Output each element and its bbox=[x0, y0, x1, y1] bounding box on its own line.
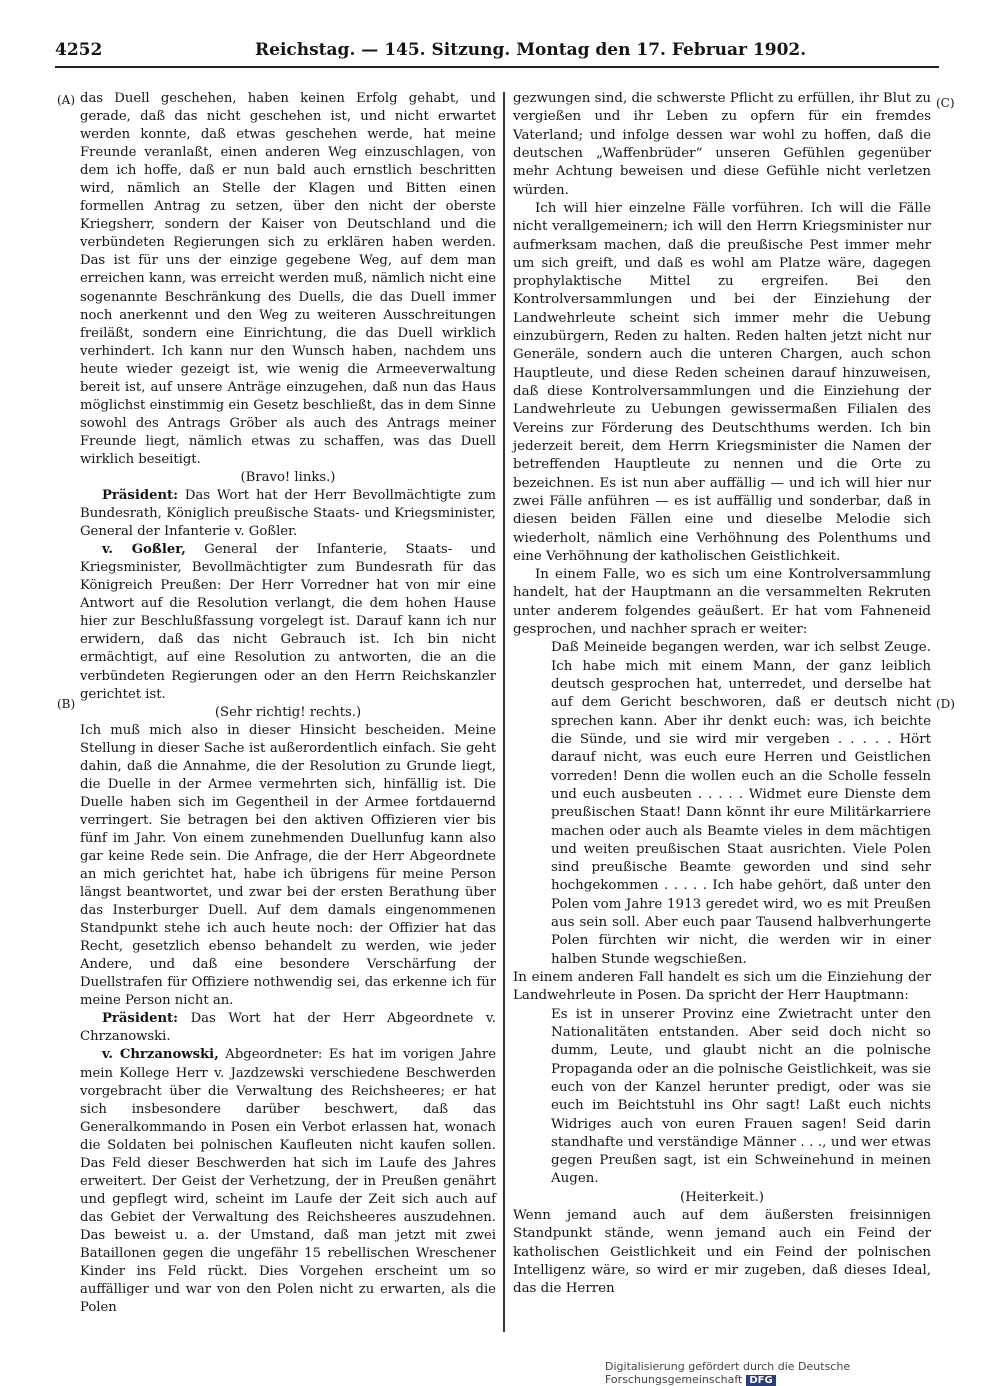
paragraph: In einem Falle, wo es sich um eine Kontrolversammlung handelt, hat der Hauptmann an die versammelten Rekruten unter anderem folgendes geäußert. Er hat vom Fahneneid gesprochen, und nachher sprach er weiter: bbox=[513, 567, 931, 638]
interjection: (Bravo! links.) bbox=[240, 469, 336, 485]
paragraph bbox=[80, 1046, 496, 1317]
speech-text: Das Wort hat der Herr Bevollmächtigte zum Bundesrath, Königlich preußische Staats- und Kriegsminister, General der Infanterie v. Goßler. bbox=[80, 488, 496, 540]
margin-mark-b: (B) bbox=[57, 697, 76, 711]
speaker-name: Präsident: bbox=[102, 488, 179, 504]
left-column bbox=[80, 90, 496, 1317]
margin-mark-c: (C) bbox=[936, 96, 955, 110]
speaker-name: v. Chrzanowski, bbox=[102, 1047, 219, 1063]
block-quote: Daß Meineide begangen werden, war ich selbst Zeuge. Ich habe mich mit einem Mann, der ganz leiblich deutsch gesprochen hat, unterredet, und derselbe hat auf dem Gericht beschworen, daß er deutsch nicht sprechen kann. Aber ihr denkt euch: was, ich beichte die Sünde, und sie wird mir vergeben . . . . . Hört darauf nicht, was euch eure Herren und Geistlichen vorreden! Denn die wollen euch an die Scholle fesseln und euch ausbeuten . . . . . Widmet eure Dienste dem preußischen Staat! Dann könnt ihr eure Militärkarriere machen oder auch als Beamte vieles in dem mächtigen und weiten preußischen Staat ausrichten. Viele Polen sind preußische Beamte geworden und sind sehr hochgekommen . . . . . Ich habe gehört, daß unter den Polen vom Jahre 1913 geredet wird, wo es mit Preußen aus sein soll. Aber euch paar Tausend halbverhungerte Polen fürchten wir nicht, die werden wir in einer halben Stunde wegschießen. bbox=[551, 640, 931, 967]
speech-text: General der Infanterie, Staats- und Kriegsminister, Bevollmächtigter zum Bundesrath für das Königreich Preußen: Der Herr Vorredner hat von mir eine Antwort auf die Resolution verlangt, die dem hohen Hause hier zur Beschlußfassung vorgelegt ist. Darauf kann ich nur erwidern, daß das nicht Gebrauch ist. Ich bin nicht ermächtigt, auf eine Resolution zu antworten, die an die verbündeten Regierungen oder an den Herrn Reichskanzler gerichtet ist. bbox=[80, 542, 496, 702]
page-header bbox=[55, 40, 935, 66]
credit-text: Digitalisierung gefördert durch die Deutsche Forschungsgemeinschaft bbox=[605, 1360, 851, 1386]
speech-text: Das Wort hat der Herr Abgeordnete v. Chrzanowski. bbox=[80, 1011, 496, 1045]
digitization-credit bbox=[605, 1360, 985, 1386]
paragraph: das Duell geschehen, haben keinen Erfolg gehabt, und gerade, daß das nicht geschehen ist, und nicht erwartet werden konnte, daß etwas geschehen werde, hat meine Freunde veranlaßt, einen anderen Weg einzuschlagen, von dem ich hoffe, daß er nun bald auch ernstlich beschritten wird, nämlich an Stelle der Klagen und Bitten einen formellen Antrag zu setzen, über den nicht der oberste Kriegsherr, sondern der Kaiser von Deutschland und die verbündeten Regierungen sich zu erklären haben werden. Das ist für uns der einzige gegebene Weg, auf dem man erreichen kann, was erreicht werden muß, nämlich nicht eine sogenannte Beschränkung des Duells, die das Duell immer noch anerkennt und den Weg zu weiteren Ausschreitungen freiläßt, sondern eine Einrichtung, die das Duell wirklich verhindert. Ich kann nur den Wunsch haben, nachdem uns heute wieder gezeigt ist, wie wenig die Armeeverwaltung bereit ist, auf unsere Anträge einzugehen, daß nun das Haus möglichst einstimmig ein Gesetz beschließt, das in dem Sinne sowohl des Antrags Gröber als auch des Antrags meiner Freunde liegt, nämlich etwas zu schaffen, was das Duell wirklich beseitigt. bbox=[80, 91, 496, 467]
right-column bbox=[513, 90, 931, 1299]
paragraph: Ich muß mich also in dieser Hinsicht bescheiden. Meine Stellung in dieser Sache ist außerordentlich einfach. Sie geht dahin, daß die Annahme, die der Resolution zu Grunde liegt, die Duelle in der Armee vermehrten sich, hinfällig ist. Die Duelle haben sich im Gegentheil in der Armee fortdauernd verringert. Sie betragen bei den aktiven Offizieren vier bis fünf im Jahr. Von einem zunehmenden Duellunfug kann also gar keine Rede sein. Die Anfrage, die der Herr Abgeordnete an mich gerichtet hat, habe ich übrigens für meine Person längst beantwortet, und zwar bei der ersten Berathung über das Insterburger Duell. Auf dem damals eingenommenen Standpunkt stehe ich auch heute noch: der Offizier hat das Recht, gesetzlich ebenso behandelt zu werden, wie jeder Andere, und daß eine besondere Verschärfung der Duellstrafen für Offiziere nothwendig sei, das erkenne ich für meine Person nicht an. bbox=[80, 722, 496, 1009]
speech-text: Abgeordneter: Es hat im vorigen Jahre mein Kollege Herr v. Jazdzewski verschiedene Beschwerden vorgebracht über die Verwaltung des Reichsheeres; er hat sich insbesondere darüber beschwert, daß das Generalkommando in Posen ein Verbot erlassen hat, wonach die Soldaten bei polnischen Kaufleuten nicht kaufen sollen. Das Feld dieser Beschwerden hat sich im Laufe des Jahres erweitert. Der Geist der Verhetzung, der in Preußen genährt und gepflegt wird, scheint im Laufe der Zeit sich auch auf das Gebiet der Verwaltung des Reichsheeres auszudehnen. Das beweist u. a. der Umstand, daß man jetzt mit zwei Bataillonen gegen die ungefähr 15 rebellischen Wreschener Kinder ins Feld rückt. Dies Vorgehen erscheint um so auffälliger und war von den Polen nicht zu erwarten, als die Polen bbox=[80, 1047, 497, 1316]
column-divider bbox=[503, 92, 505, 1332]
paragraph: Wenn jemand auch auf dem äußersten freisinnigen Standpunkt stände, wenn jemand auch ein Feind der katholischen Geistlichkeit und ein Feind der polnischen Intelligenz wäre, so wird er mir zugeben, daß dieses Ideal, das die Herren bbox=[513, 1208, 931, 1297]
paragraph bbox=[80, 487, 496, 541]
paragraph bbox=[80, 1010, 496, 1046]
page-number: 4252 bbox=[55, 40, 103, 60]
block-quote: Es ist in unserer Provinz eine Zwietracht unter den Nationalitäten entstanden. Aber seid doch nicht so dumm, Leute, und glaubt nicht an die polnische Propaganda oder an die polnische Geistlichkeit, was sie euch von der Kanzel herunter predigt, oder was sie euch im Beichtstuhl ins Ohr sagt! Laßt euch nichts Widriges auch von euren Frauen sagen! Seid darin standhafte und verständige Männer . . ., und wer etwas gegen Preußen sagt, ist ein Schweinehund in meinen Augen. bbox=[551, 1006, 931, 1187]
running-title: Reichstag. — 145. Sitzung. Montag den 17. Februar 1902. bbox=[255, 40, 807, 60]
margin-mark-d: (D) bbox=[936, 697, 955, 711]
header-rule bbox=[55, 66, 939, 68]
speaker-name: Präsident: bbox=[102, 1011, 179, 1027]
dfg-logo: DFG bbox=[746, 1375, 775, 1386]
paragraph: gezwungen sind, die schwerste Pflicht zu erfüllen, ihr Blut zu vergießen und ihr Leben zu opfern für ein fremdes Vaterland; und infolge dessen war wohl zu hoffen, daß die deutschen „Waffenbrüder“ unseren Gefühlen gegenüber mehr Achtung beweisen und diese Gefühle nicht verletzen würden. bbox=[513, 91, 931, 198]
paragraph bbox=[80, 541, 496, 703]
paragraph: In einem anderen Fall handelt es sich um die Einziehung der Landwehrleute in Posen. Da spricht der Herr Hauptmann: bbox=[513, 970, 931, 1004]
interjection: (Heiterkeit.) bbox=[680, 1189, 764, 1205]
paragraph: Ich will hier einzelne Fälle vorführen. Ich will die Fälle nicht verallgemeinern; ich will den Herrn Kriegsminister nur aufmerksam machen, daß die preußische Pest immer mehr um sich greift, und daß es wohl am Platze wäre, dagegen prophylaktische Mittel zu ergreifen. Bei den Kontrolversammlungen und bei der Einziehung der Landwehrleute scheint sich immer mehr die Uebung einzubürgern, Reden zu halten. Reden halten jetzt nicht nur Generäle, sondern auch die unteren Chargen, auch schon Hauptleute, und diese Reden scheinen darauf hinzuweisen, daß diese Kontrolversammlungen und die Einziehung der Landwehrleute zu Uebungen gewissermaßen Filialen des Vereins zur Förderung des Deutschthums werden. Ich bin jederzeit bereit, dem Herrn Kriegsminister die Namen der betreffenden Hauptleute zu nennen und die Orte zu bezeichnen. Es ist nun aber auffällig — und ich will hier nur zwei Fälle anführen — es ist auffällig und sonderbar, daß in diesen beiden Fällen eine und dieselbe Melodie sich wiederholt, nämlich eine Verhöhnung des Polenthums und eine Verhöhnung der katholischen Geistlichkeit. bbox=[513, 200, 931, 564]
speaker-name: v. Goßler, bbox=[102, 542, 186, 558]
interjection: (Sehr richtig! rechts.) bbox=[214, 704, 362, 720]
margin-mark-a: (A) bbox=[57, 93, 76, 107]
